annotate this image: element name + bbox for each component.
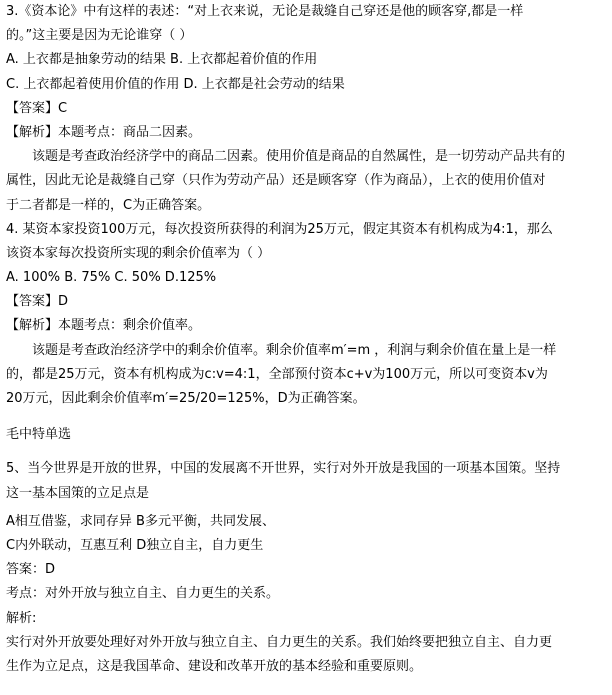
- q5-answer: 答案：D: [6, 562, 56, 578]
- q5-analysis-heading: 解析:: [6, 610, 37, 626]
- question-4: [6, 218, 606, 412]
- q3-analysis-line-1: 该题是考查政治经济学中的商品二因素。使用价值是商品的自然属性，是一切劳动产品共有的: [32, 149, 566, 165]
- q4-answer: 【答案】D: [6, 294, 69, 310]
- q5-options-line-1: A相互借鉴，求同存异 B多元平衡，共同发展、: [6, 513, 275, 529]
- q5-topic: 考点：对外开放与独立自主、自力更生的关系。: [6, 586, 280, 602]
- q4-stem-line-1: 4. 某资本家投资100万元，每次投资所获得的利润为25万元，假定其资本有机构成为4:1，那么: [6, 221, 553, 237]
- q4-analysis-line-2: 的，都是25万元，资本有机构成为c:v=4:1，全部预付资本c+v为100万元，所以可变资本v为: [6, 366, 548, 382]
- q3-stem-line-1: 3.《资本论》中有这样的表述：“对上衣来说，无论是裁缝自己穿还是他的顾客穿,都是一样: [6, 4, 524, 19]
- q5-options-line-2: C内外联动，互惠互利 D独立自主，自力更生: [6, 537, 264, 553]
- q3-analysis-heading: 【解析】本题考点：商品二因素。: [6, 124, 202, 140]
- q5-stem-line-2: 这一基本国策的立足点是: [6, 485, 150, 501]
- section-title: 毛中特单选: [6, 427, 72, 443]
- q3-options-line-1: A. 上衣都是抽象劳动的结果 B. 上衣都起着价值的作用: [6, 52, 318, 68]
- q5-analysis-line-1: 实行对外开放要处理好对外开放与独立自主、自力更生的关系。我们始终要把独立自主、自力更: [6, 634, 553, 650]
- q5-analysis-line-2: 生作为立足点，这是我国革命、建设和改革开放的基本经验和重要原则。: [6, 658, 423, 674]
- q4-analysis-line-3: 20万元，因此剩余价值率m′=25/20=125%，D为正确答案。: [6, 391, 366, 406]
- question-3: [6, 0, 606, 218]
- q3-options-line-2: C. 上衣都起着使用价值的作用 D. 上衣都是社会劳动的结果: [6, 76, 345, 92]
- q4-analysis-line-1: 该题是考查政治经济学中的剩余价值率。剩余价值率m′=m ，利润与剩余价值在量上是一样: [32, 342, 557, 358]
- q4-analysis-heading: 【解析】本题考点：剩余价值率。: [6, 318, 202, 334]
- question-5: [6, 457, 606, 679]
- q4-options: A. 100% B. 75% C. 50% D.125%: [6, 270, 217, 286]
- q4-stem-line-2: 该资本家每次投资所实现的剩余价值率为（ ）: [6, 245, 271, 261]
- q3-answer: 【答案】C: [6, 100, 68, 116]
- q3-analysis-line-2: 属性，因此无论是裁缝自己穿（只作为劳动产品）还是顾客穿（作为商品），上衣的使用价值对: [6, 173, 546, 189]
- q5-stem-line-1: 5、当今世界是开放的世界，中国的发展离不开世界，实行对外开放是我国的一项基本国策。坚持: [6, 461, 561, 477]
- q3-stem-line-2: 的。”这主要是因为无论谁穿（ ）: [6, 28, 193, 44]
- q3-analysis-line-3: 于二者都是一样的，C为正确答案。: [6, 197, 211, 213]
